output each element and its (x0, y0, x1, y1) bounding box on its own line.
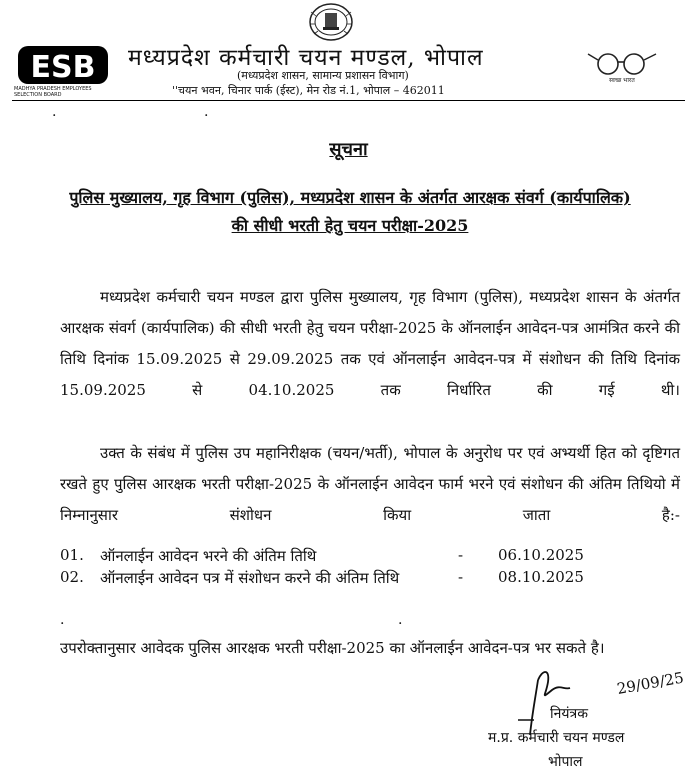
esb-logo-subtitle: MADHYA PRADESH EMPLOYEES SELECTION BOARD (14, 86, 92, 98)
esb-logo (14, 42, 112, 92)
state-emblem-icon (308, 2, 354, 42)
stray-dot: . (398, 612, 403, 628)
signatory-org: म.प्र. कर्मचारी चयन मण्डल (488, 730, 625, 746)
org-name: मध्यप्रदेश कर्मचारी चयन मण्डल, भोपाल (128, 45, 484, 71)
notice-title: सूचना (329, 139, 368, 160)
paragraph-2: उक्त के संबंध में पुलिस उप महानिरीक्षक (चयन/भर्ती), भोपाल के अनुरोध पर एवं अभ्यर्थी हित को दृष्टिगत रखते हुए पुलिस आरक्षक भरती परीक्षा-2025 के ऑनलाईन आवेदन फार्म भरने एवं संशोधन की अंतिम तिथियो में निम्नानुसार संशोधन किया जाता है:- (60, 444, 680, 524)
schedule-row-date: 08.10.2025 (498, 568, 584, 586)
org-department: (मध्यप्रदेश शासन, सामान्य प्रशासन विभाग) (237, 69, 409, 82)
schedule-row-num: 02. (60, 568, 84, 586)
paragraph-1: मध्यप्रदेश कर्मचारी चयन मण्डल द्वारा पुलिस मुख्यालय, गृह विभाग (पुलिस), मध्यप्रदेश शासन के अंतर्गत आरक्षक संवर्ग (कार्यपालिक) की सीधी भरती हेतु चयन परीक्षा-2025 के ऑनलाईन आवेदन-पत्र आमंत्रित करने की तिथि दिनांक 15.09.2025 से 29.09.2025 तक एवं ऑनलाईन आवेदन-पत्र में संशोधन की तिथि दिनांक 15.09.2025 से 04.10.2025 तक निर्धारित की गई थी। (60, 288, 680, 399)
stray-dot: . (204, 104, 209, 120)
stray-dot: . (52, 104, 57, 120)
org-address: ''चयन भवन, चिनार पार्क (ईस्ट), मेन रोड नं.1, भोपाल – 462011 (172, 84, 445, 97)
handwritten-date: 29/09/25 (615, 668, 686, 698)
schedule-row-label: ऑनलाईन आवेदन भरने की अंतिम तिथि (100, 547, 317, 565)
header-divider (12, 100, 685, 101)
swachh-bharat-logo (586, 50, 658, 84)
signatory-designation: नियंत्रक (550, 706, 588, 722)
signatory-city: भोपाल (548, 754, 583, 770)
swachh-bharat-text: स्वच्छ भारत (609, 77, 635, 84)
stray-dot: . (60, 612, 65, 628)
esb-logo-text: ESB (30, 50, 96, 85)
paragraph-3: उपरोक्तानुसार आवेदक पुलिस आरक्षक भरती परीक्षा-2025 का ऑनलाईन आवेदन-पत्र भर सकते है। (60, 639, 605, 657)
schedule-row-num: 01. (60, 546, 84, 564)
notice-subject: पुलिस मुख्यालय, गृह विभाग (पुलिस), मध्यप्रदेश शासन के अंतर्गत आरक्षक संवर्ग (कार्यपालिक) की सीधी भरती हेतु चयन परीक्षा-2025 (69, 188, 631, 235)
schedule-row-dash: - (458, 568, 464, 586)
schedule-row-dash: - (458, 546, 464, 564)
schedule-row-label: ऑनलाईन आवेदन पत्र में संशोधन करने की अंतिम तिथि (100, 569, 400, 587)
schedule-row-date: 06.10.2025 (498, 546, 584, 564)
